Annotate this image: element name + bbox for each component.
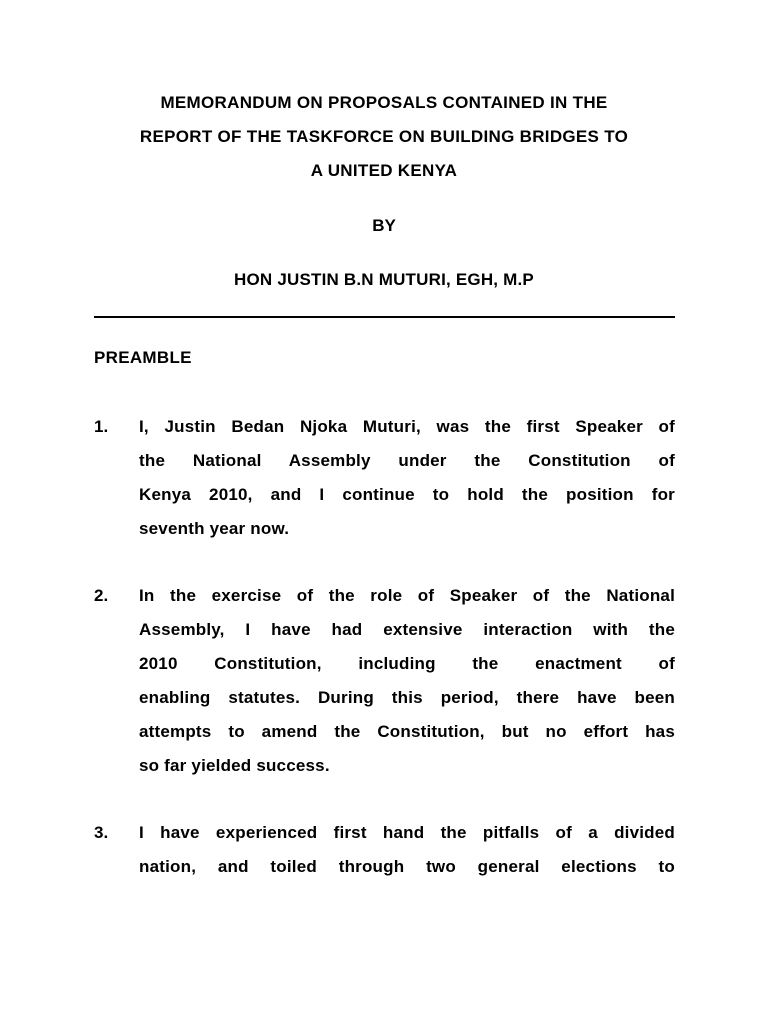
paragraph-3 <box>94 816 675 884</box>
paragraph-line: seventh year now. <box>139 519 290 538</box>
document-title <box>94 86 674 188</box>
paragraph-body <box>139 410 675 546</box>
paragraph-line: attempts to amend the Constitution, but no effort has <box>139 722 675 741</box>
author-line: HON JUSTIN B.N MUTURI, EGH, M.P <box>234 270 534 289</box>
paragraph-2 <box>94 579 675 783</box>
paragraph-line: I, Justin Bedan Njoka Muturi, was the first Speaker of <box>139 417 675 436</box>
paragraph-line: Assembly, I have had extensive interaction with the <box>139 620 675 639</box>
section-heading-preamble: PREAMBLE <box>94 348 192 367</box>
paragraph-line: nation, and toiled through two general elections to <box>139 857 675 876</box>
paragraph-1 <box>94 410 675 546</box>
horizontal-rule <box>94 316 675 318</box>
paragraph-line: In the exercise of the role of Speaker of the National <box>139 586 675 605</box>
by-line: BY <box>372 216 396 235</box>
paragraph-number: 1. <box>94 417 109 436</box>
paragraph-line: the National Assembly under the Constitution of <box>139 451 675 470</box>
paragraph-number: 3. <box>94 823 109 842</box>
paragraph-body <box>139 579 675 783</box>
paragraph-body <box>139 816 675 884</box>
paragraph-line: Kenya 2010, and I continue to hold the position for <box>139 485 675 504</box>
title-line-2: REPORT OF THE TASKFORCE ON BUILDING BRIDGES TO <box>139 127 629 146</box>
paragraph-line: I have experienced first hand the pitfalls of a divided <box>139 823 675 842</box>
paragraph-line: 2010 Constitution, including the enactment of <box>139 654 675 673</box>
paragraph-number: 2. <box>94 586 109 605</box>
title-line-1: MEMORANDUM ON PROPOSALS CONTAINED IN THE <box>160 93 608 112</box>
paragraph-line: enabling statutes. During this period, there have been <box>139 688 675 707</box>
title-line-3: A UNITED KENYA <box>310 161 458 180</box>
paragraph-line: so far yielded success. <box>139 756 330 775</box>
